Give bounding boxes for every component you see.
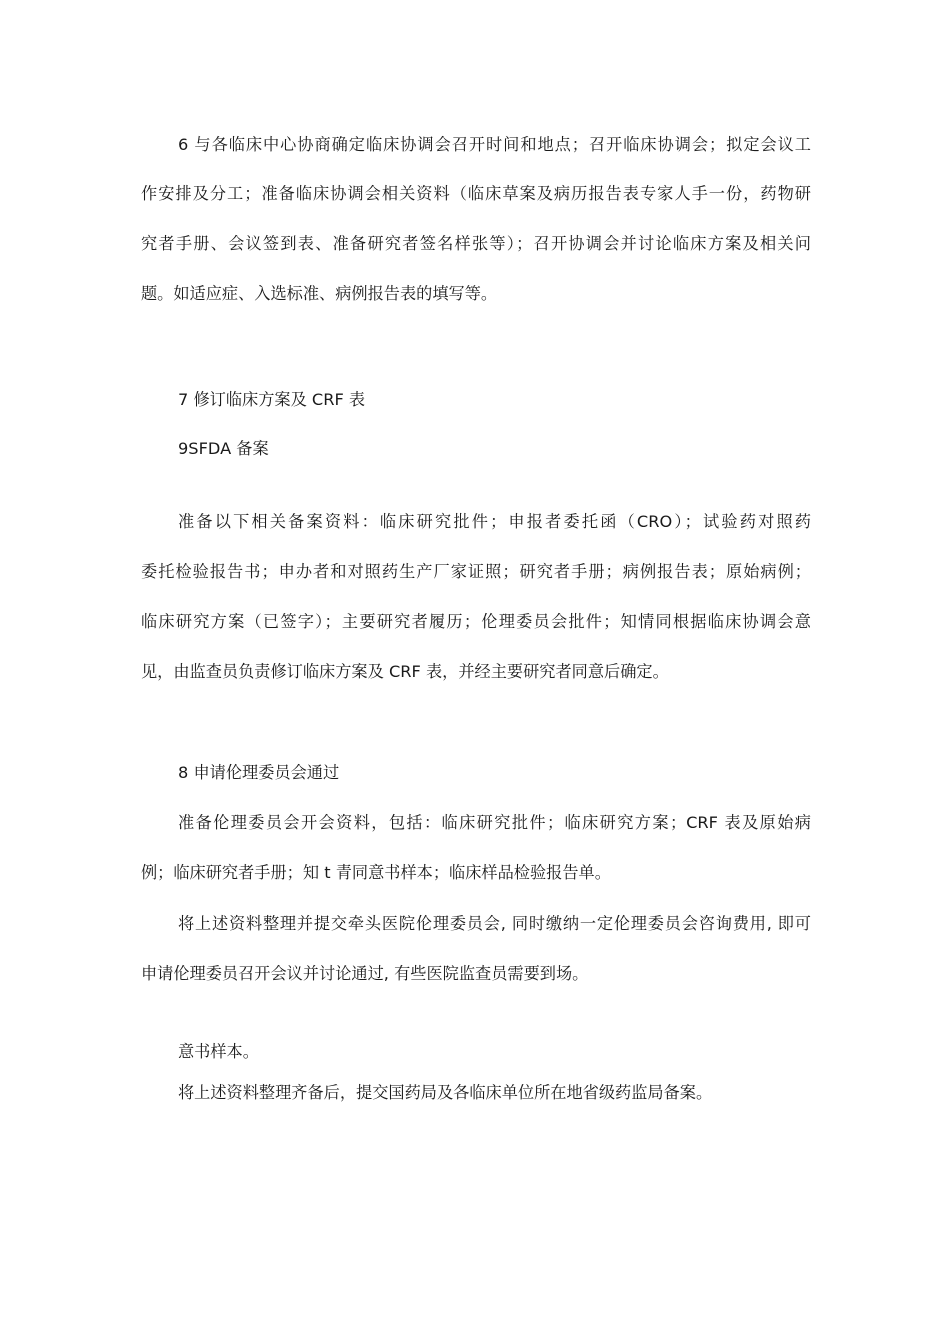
tail-line-2: 将上述资料整理齐备后，提交国药局及各临床单位所在地省级药监局备案。: [178, 1083, 713, 1102]
section9-line-3: 临床研究方案（已签字）；主要研究者履历；伦理委员会批件；知情同根据临床协调会意: [141, 612, 811, 631]
section8-para2-line-2: 申请伦理委员召开会议并讨论通过, 有些医院监查员需要到场。: [141, 964, 589, 983]
tail-line-1: 意书样本。: [178, 1042, 259, 1061]
section8-heading: 8 申请伦理委员会通过: [178, 763, 340, 782]
section9-line-2: 委托检验报告书；申办者和对照药生产厂家证照；研究者手册；病例报告表；原始病例；: [141, 562, 811, 581]
section6-line-3: 究者手册、会议签到表、准备研究者签名样张等）；召开协调会并讨论临床方案及相关问: [141, 234, 811, 253]
section6-line-1: 6 与各临床中心协商确定临床协调会召开时间和地点；召开临床协调会；拟定会议工: [178, 135, 811, 154]
section9-line-4: 见，由监查员负责修订临床方案及 CRF 表，并经主要研究者同意后确定。: [141, 662, 669, 681]
section9-line-1: 准备以下相关备案资料：临床研究批件；申报者委托函（CRO）；试验药对照药: [178, 512, 811, 531]
section7-heading: 7 修订临床方案及 CRF 表: [178, 390, 366, 409]
section6-line-2: 作安排及分工；准备临床协调会相关资料（临床草案及病历报告表专家人手一份，药物研: [141, 184, 811, 203]
section6-line-4: 题。如适应症、入选标准、病例报告表的填写等。: [141, 284, 498, 303]
section9-heading: 9SFDA 备案: [178, 439, 269, 458]
section8-para1-line-2: 例；临床研究者手册；知 t 青同意书样本；临床样品检验报告单。: [141, 863, 611, 882]
section8-para2-line-1: 将上述资料整理并提交牵头医院伦理委员会, 同时缴纳一定伦理委员会咨询费用, 即可: [178, 914, 811, 933]
section8-para1-line-1: 准备伦理委员会开会资料，包括：临床研究批件；临床研究方案；CRF 表及原始病: [178, 813, 811, 832]
